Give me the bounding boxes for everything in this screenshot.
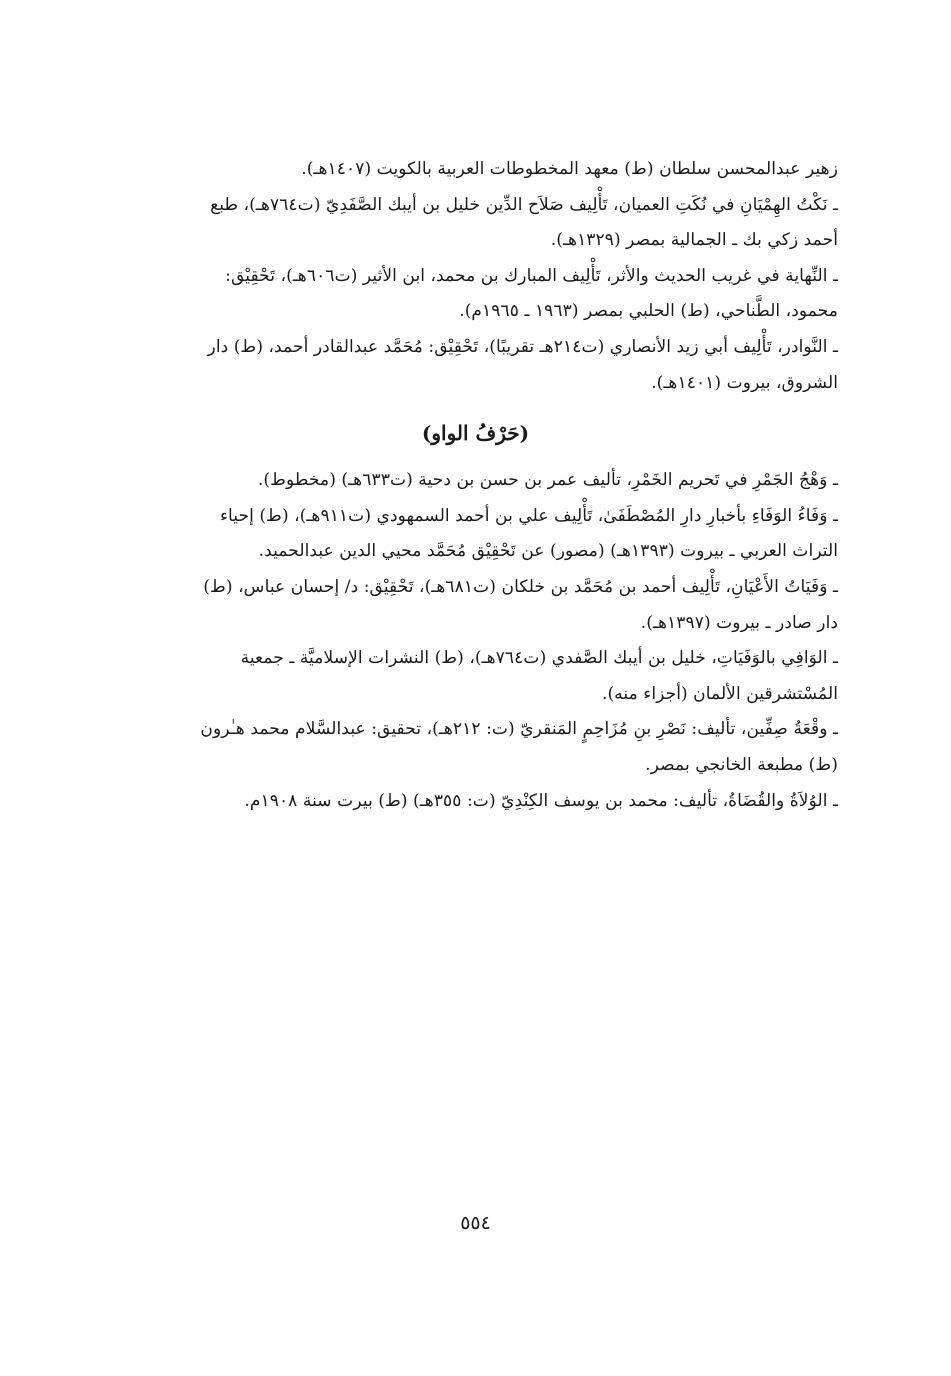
entry-line: ـ وَفَاءُ الوَفَاءِ بأخبارِ دارِ المُصْطَفَىٰ، تَأْلِيف علي بن أحمد السمهودي (ت٩١١هـ)، (ط) إحياء	[219, 505, 838, 526]
entry	[113, 570, 838, 641]
entry	[113, 499, 838, 570]
entry	[113, 784, 838, 820]
entry-line: التراث العربي ـ بيروت (١٣٩٣هـ) (مصور) عن تَحْقِيْق مُحَمَّد محيي الدين عبدالحميد.	[258, 541, 838, 562]
entry-line: أحمد زكي بك ـ الجمالية بمصر (١٣٢٩هـ).	[550, 230, 838, 251]
entry-line: ـ الوُلاَةُ والقُضَاةُ، تأليف: محمد بن يوسف الكِنْدِيّ (ت: ٣٥٥هـ) (ط) بيرت سنة ١٩٠٨م.	[244, 790, 838, 811]
entry-line: ـ نَكْتُ الهِمْيَانِ في نُكَتِ العميان، تَأْلِيف صَلاَح الدِّين خليل بن أيبك الصَّفَدِيّ (ت٧٦٤هـ)، طبع	[210, 194, 838, 215]
page-number: ٥٥٤	[460, 1212, 491, 1234]
entry-line: ـ النَّوادر، تَأْلِيف أبي زيد الأنصاري (ت٢١٤هـ تقريبًا)، تَحْقِيْق: مُحَمَّد عبدالقادر أحمد، (ط) دار	[207, 336, 838, 357]
entry-line: ـ النِّهاية في غريب الحديث والأثر، تَأْلِيف المبارك بن محمد، ابن الأثير (ت٦٠٦هـ)، تَحْقِيْق:	[225, 265, 838, 286]
entry	[113, 188, 838, 259]
entry-line: زهير عبدالمحسن سلطان (ط) معهد المخطوطات العربية بالكويت (١٤٠٧هـ).	[301, 159, 838, 179]
entry	[113, 463, 838, 499]
entry-line: الشروق، بيروت (١٤٠١هـ).	[651, 372, 838, 393]
entry-line: ـ وَهْجُ الجَمْرِ في تَحريم الخَمْرِ، تأليف عمر بن حسن بن دحية (ت٦٣٣هـ) (مخطوط).	[257, 470, 838, 491]
entry	[113, 259, 838, 330]
entry-line: ـ وقْعَةُ صِفِّين، تأليف: نَصْرِ بنِ مُزَاحِمٍ المَنقريّ (ت: ٢١٢هـ)، تحقيق: عبدالسَّلام محمد هـٰرون	[200, 719, 838, 740]
bibliography-text	[113, 152, 838, 819]
section-heading: (حَرْفُ الواو)	[421, 421, 530, 446]
entry-line: المُسْتشرقين الألمان (أجزاء منه).	[602, 683, 838, 704]
entry-line: ـ وَفَيَاتُ الأَعْيَانِ، تَأْلِيف أحمد بن مُحَمَّد بن خلكان (ت٦٨١هـ)، تَحْقِيْق: د/ إحسان عباس، (ط)	[203, 576, 838, 597]
entry-line: دار صادر ـ بيروت (١٣٩٧هـ).	[640, 612, 838, 633]
entry	[113, 641, 838, 712]
entry	[113, 712, 838, 783]
entry-line: محمود، الطَّناحي، (ط) الحلبي بمصر (١٩٦٣ ـ ١٩٦٥م).	[459, 301, 838, 322]
entry	[113, 330, 838, 401]
entry	[113, 152, 838, 188]
entry-line: (ط) مطبعة الخانجي بمصر.	[645, 754, 838, 775]
entry-line: ـ الوَافِي بالوَفَيَاتِ، خليل بن أيبك الصَّفدي (ت٧٦٤هـ)، (ط) النشرات الإسلاميَّة ـ جمعية	[240, 648, 838, 669]
